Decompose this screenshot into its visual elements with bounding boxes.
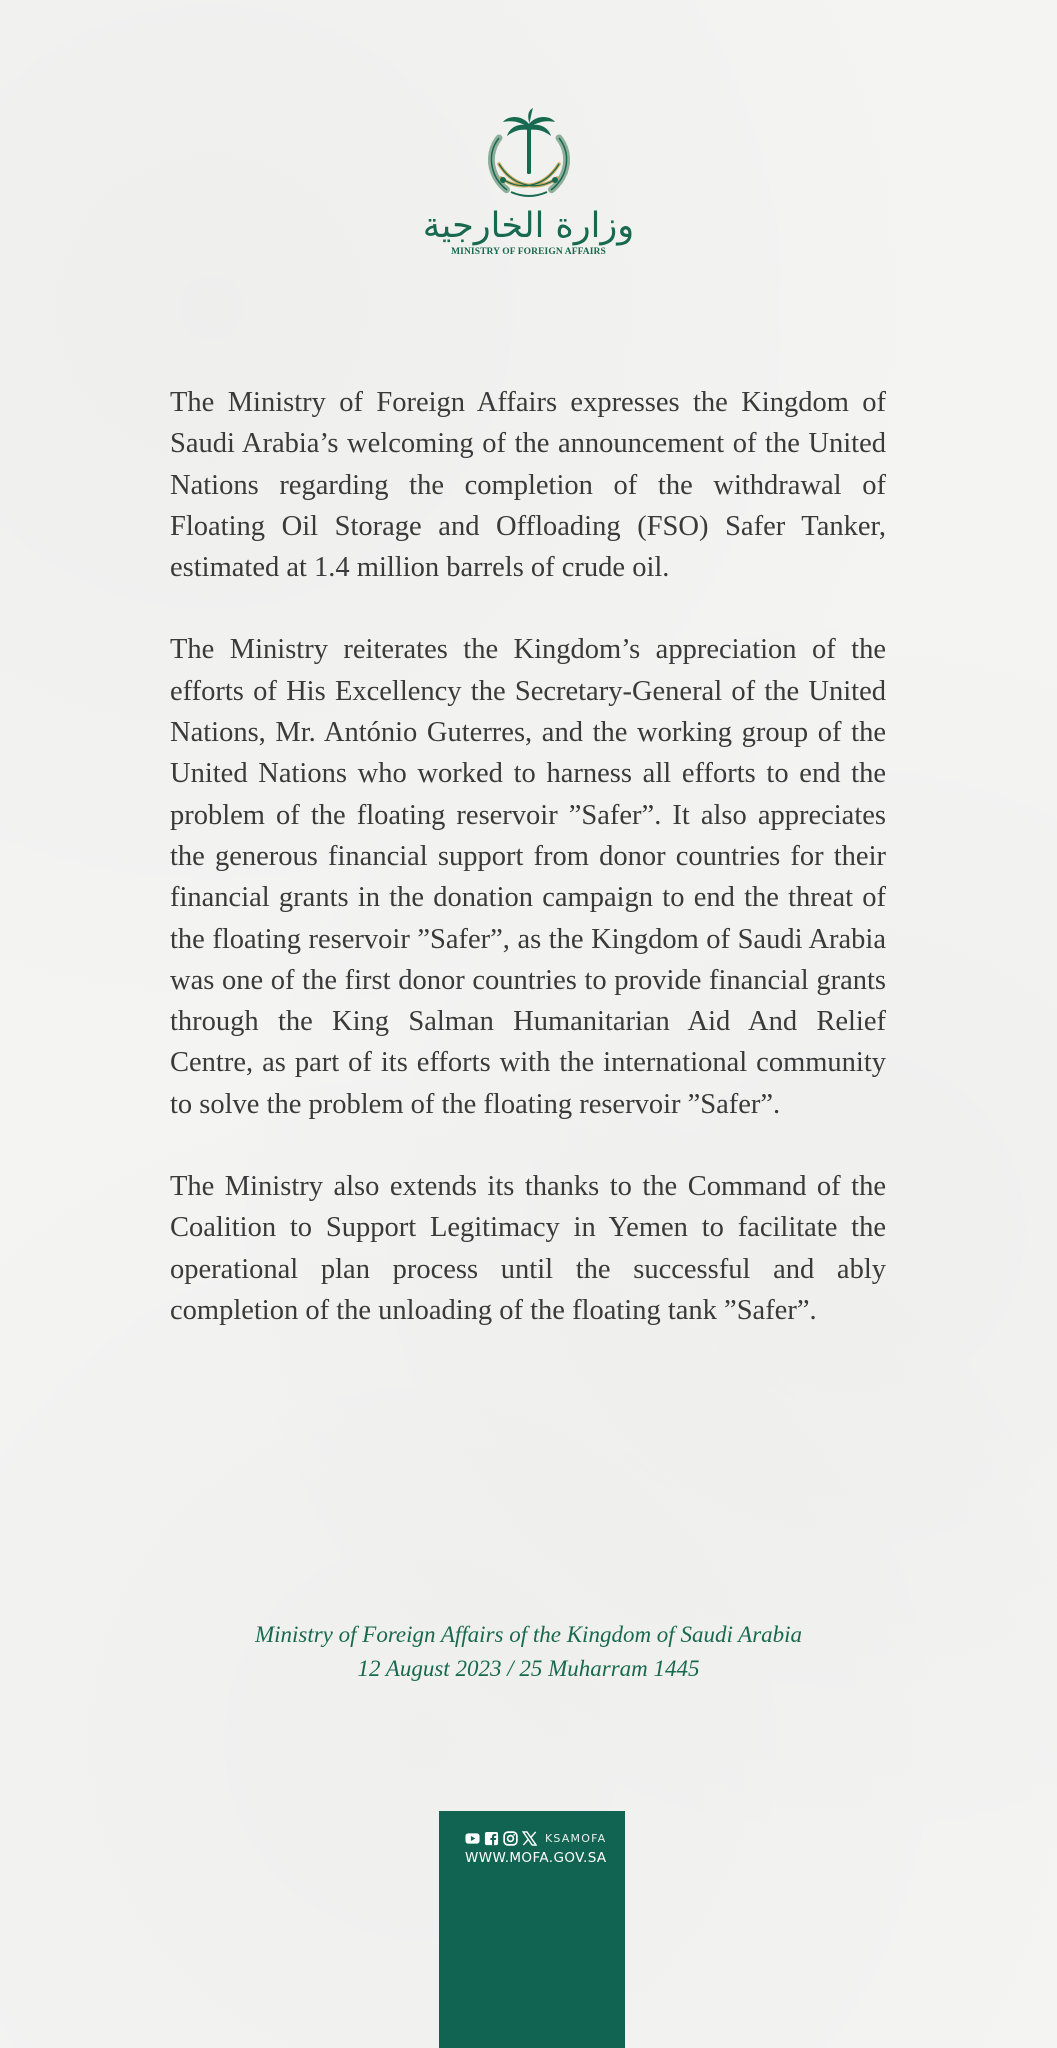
ministry-logo bbox=[0, 108, 1057, 258]
footer-box bbox=[439, 1811, 625, 2048]
paragraph-3: The Ministry also extends its thanks to the Command of the Coalition to Support Legitimacy in Yemen to facilitate the operational plan process until the successful and ably completion of the unloading of the floating tank ”Safer”. bbox=[170, 1171, 886, 1326]
signature-line-date: 12 August 2023 / 25 Muharram 1445 bbox=[357, 1656, 700, 1681]
social-handle: KSAMOFA bbox=[545, 1831, 607, 1845]
logo-arabic-text: وزارة الخارجية bbox=[422, 206, 635, 246]
signature-line-ministry: Ministry of Foreign Affairs of the Kingdom of Saudi Arabia bbox=[254, 1622, 803, 1647]
social-row bbox=[465, 1830, 606, 1846]
paragraph-2: The Ministry reiterates the Kingdom’s appreciation of the efforts of His Excellency the Secretary-General of the United Nations, Mr. António Guterres, and the working group of the United Nations who worked to harness all efforts to end the problem of the floating reservoir ”Safer”. It also appreciates the generous financial support from donor countries for their financial grants in the donation campaign to end the threat of the floating reservoir ”Safer”, as the Kingdom of Saudi Arabia was one of the first donor countries to provide financial grants through the King Salman Humanitarian Aid And Relief Centre, as part of its efforts with the international community to solve the problem of the floating reservoir ”Safer”. bbox=[170, 634, 886, 1120]
saudi-emblem-icon bbox=[477, 108, 581, 204]
paragraph-1: The Ministry of Foreign Affairs expresses the Kingdom of Saudi Arabia’s welcoming of the announcement of the United Nations regarding the completion of the withdrawal of Floating Oil Storage and Offloading (FSO) Safer Tanker, estimated at 1.4 million barrels of crude oil. bbox=[170, 387, 886, 584]
statement-body bbox=[170, 382, 886, 1372]
logo-english-text: MINISTRY OF FOREIGN AFFAIRS bbox=[451, 247, 606, 257]
facebook-icon[interactable] bbox=[484, 1831, 499, 1846]
signature-block bbox=[0, 1618, 1057, 1686]
x-icon[interactable] bbox=[522, 1831, 537, 1846]
website-link[interactable]: WWW.MOFA.GOV.SA bbox=[465, 1850, 607, 1866]
youtube-icon[interactable] bbox=[465, 1831, 480, 1846]
instagram-icon[interactable] bbox=[503, 1831, 518, 1846]
